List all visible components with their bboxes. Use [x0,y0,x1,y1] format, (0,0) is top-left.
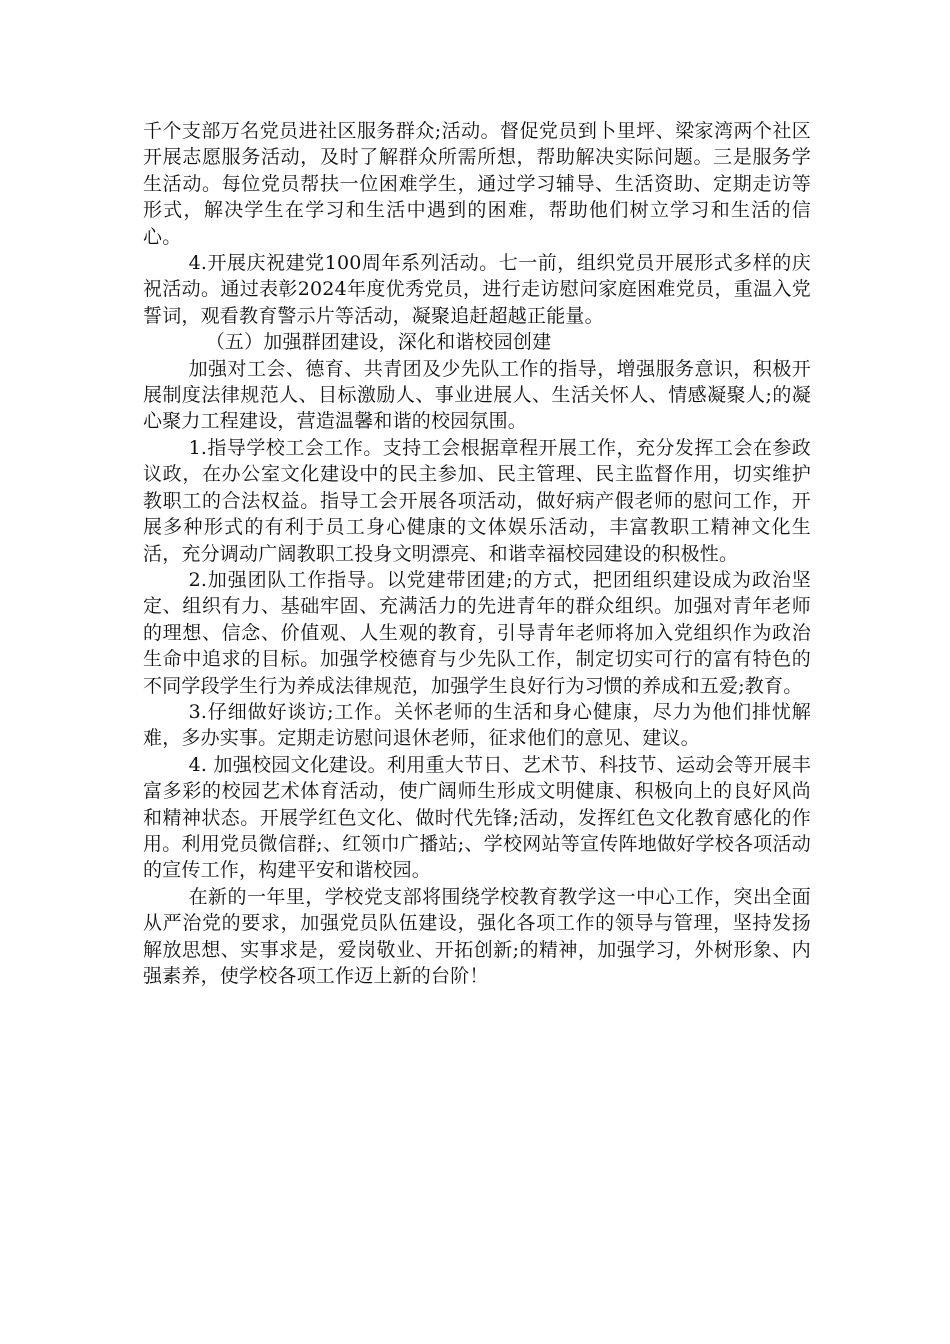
paragraph-union-work: 1.指导学校工会工作。支持工会根据章程开展工作，充分发挥工会在参政议政，在办公室文化建设中的民主参加、民主管理、民主监督作用，切实维护教职工的合法权益。指导工会开展各项活动，做好病产假老师的慰问工作，开展多种形式的有利于员工身心健康的文体娱乐活动，丰富教职工精神文化生活，充分调动广阔教职工投身文明漂亮、和谐幸福校园建设的积极性。 [143,436,811,565]
paragraph-campus-culture: 4. 加强校园文化建设。利用重大节日、艺术节、科技节、运动会等开展丰富多彩的校园艺术体育活动，使广阔师生形成文明健康、积极向上的良好风尚和精神状态。开展学红色文化、做时代先锋;活动，发挥红色文化教育感化的作用。利用党员微信群;、红领巾广播站;、学校网站等宣传阵地做好学校各项活动的宣传工作，构建平安和谐校园。 [143,753,811,882]
paragraph-party-anniversary: 4.开展庆祝建党100周年系列活动。七一前，组织党员开展形式多样的庆祝活动。通过表彰2024年度优秀党员，进行走访慰问家庭困难党员，重温入党誓词，观看教育警示片等活动，凝聚追赶超越正能量。 [143,252,811,327]
paragraph-conclusion: 在新的一年里，学校党支部将围绕学校教育教学这一中心工作，突出全面从严治党的要求，加强党员队伍建设，强化各项工作的领导与管理，坚持发扬解放思想、实事求是，爱岗敬业、开拓创新;的精神，加强学习，外树形象、内强素养，使学校各项工作迈上新的台阶！ [143,885,811,987]
paragraph-visits: 3.仔细做好谈访;工作。关怀老师的生活和身心健康，尽力为他们排忧解难，多办实事。定期走访慰问退休老师，征求他们的意见、建议。 [143,700,811,750]
section-heading-five: （五）加强群团建设，深化和谐校园创建 [205,331,552,354]
paragraph-continuation: 千个支部万名党员进社区服务群众;活动。督促党员到卜里坪、梁家湾两个社区开展志愿服务活动，及时了解群众所需所想，帮助解决实际问题。三是服务学生活动。每位党员帮扶一位困难学生，通过学习辅导、生活资助、定期走访等形式，解决学生在学习和生活中遇到的困难，帮助他们树立学习和生活的信心。 [143,120,811,248]
paragraph-section-intro: 加强对工会、德育、共青团及少先队工作的指导，增强服务意识，积极开展制度法律规范人、目标激励人、事业进展人、生活关怀人、情感凝聚人;的凝心聚力工程建设，营造温馨和谐的校园氛围。 [143,357,811,433]
paragraph-team-work: 2.加强团队工作指导。以党建带团建;的方式，把团组织建设成为政治坚定、组织有力、基础牢固、充满活力的先进青年的群众组织。加强对青年老师的理想、信念、价值观、人生观的教育，引导青年老师将加入党组织作为政治生命中追求的目标。加强学校德育与少先队工作，制定切实可行的富有特色的不同学段学生行为养成法律规范，加强学生良好行为习惯的养成和五爱;教育。 [143,568,811,697]
document-body [143,118,811,989]
